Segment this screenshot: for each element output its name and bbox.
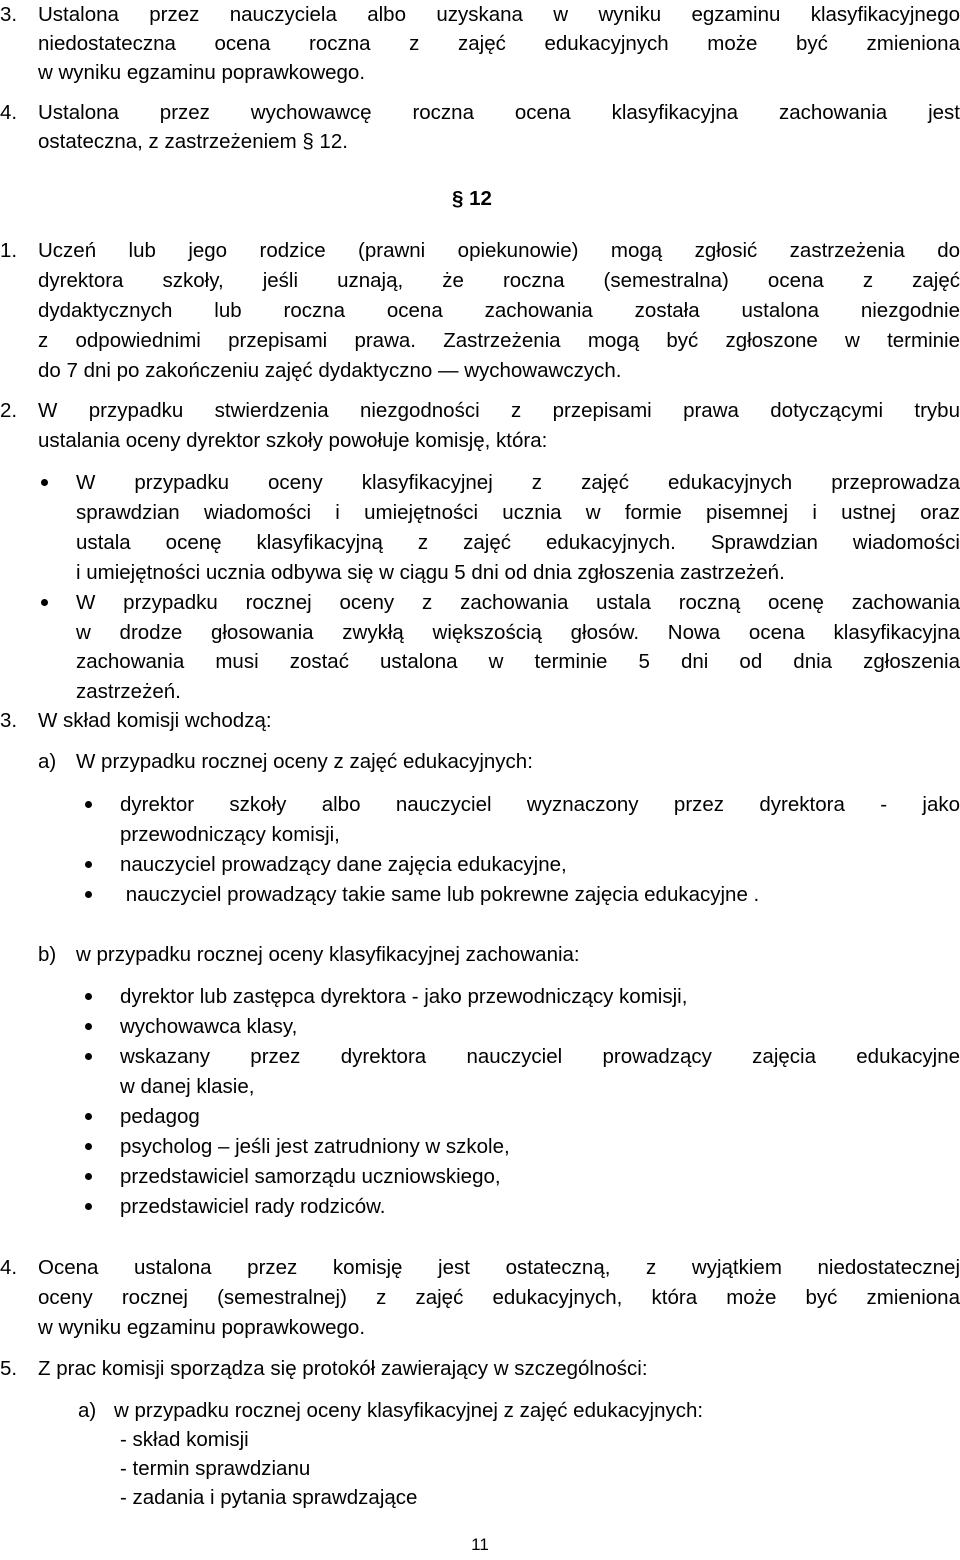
text-line: dyrektor szkoły albo nauczyciel wyznaczony przez dyrektora - jako [120, 793, 960, 816]
bullet-icon [85, 1203, 92, 1210]
text-line: wskazany przez dyrektora nauczyciel prowadzący zajęcia edukacyjne [120, 1045, 960, 1068]
bullet-icon [85, 861, 92, 868]
item-number: 1. [0, 239, 18, 262]
text-line: w wyniku egzaminu poprawkowego. [38, 1316, 366, 1339]
text-line: przewodniczący komisji, [120, 823, 340, 846]
list-item: - skład komisji [120, 1428, 249, 1451]
item-number: 5. [0, 1357, 18, 1380]
text-line: W skład komisji wchodzą: [38, 709, 272, 732]
sub-label: b) [38, 943, 57, 966]
text-line: wychowawca klasy, [120, 1015, 298, 1038]
text-line: psycholog – jeśli jest zatrudniony w szkole, [120, 1135, 510, 1158]
text-line: niedostateczna ocena roczna z zajęć edukacyjnych może być zmieniona [38, 32, 960, 55]
text-line: oceny rocznej (semestralnej) z zajęć edukacyjnych, która może być zmieniona [38, 1286, 960, 1309]
text-line: Ustalona przez nauczyciela albo uzyskana w wyniku egzaminu klasyfikacyjnego [38, 3, 960, 26]
sub-label: a) [38, 750, 57, 773]
text-line: przedstawiciel rady rodziców. [120, 1195, 386, 1218]
text-line: Uczeń lub jego rodzice (prawni opiekunowie) mogą zgłosić zastrzeżenia do [38, 239, 960, 262]
text-line: zastrzeżeń. [76, 680, 181, 703]
bullet-icon [41, 599, 48, 606]
text-line: pedagog [120, 1105, 200, 1128]
bullet-icon [85, 1173, 92, 1180]
list-item: - zadania i pytania sprawdzające [120, 1486, 418, 1509]
text-line: dydaktycznych lub roczna ocena zachowania została ustalona niezgodnie [38, 299, 960, 322]
section-heading [452, 184, 492, 214]
list-item: - termin sprawdzianu [120, 1457, 311, 1480]
item-number: 4. [0, 1256, 18, 1279]
text-line: ostateczna, z zastrzeżeniem § 12. [38, 130, 348, 153]
bullet-icon [85, 801, 92, 808]
bullet-icon [85, 1113, 92, 1120]
text-line: w przypadku rocznej oceny klasyfikacyjnej zachowania: [76, 943, 580, 966]
bullet-icon [85, 993, 92, 1000]
text-line: nauczyciel prowadzący takie same lub pokrewne zajęcia edukacyjne . [120, 883, 760, 906]
text-line: W przypadku stwierdzenia niezgodności z przepisami prawa dotyczącymi trybu [38, 399, 960, 422]
item-number: 4. [0, 101, 18, 124]
sub-label: a) [78, 1399, 97, 1422]
text-line: sprawdzian wiadomości i umiejętności ucznia w formie pisemnej i ustnej oraz [76, 501, 960, 524]
page-number: 11 [471, 1535, 489, 1554]
text-line: dyrektora szkoły, jeśli uznają, że roczna (semestralna) ocena z zajęć [38, 269, 960, 292]
text-line: W przypadku rocznej oceny z zajęć edukacyjnych: [76, 750, 533, 773]
bullet-icon [85, 1023, 92, 1030]
text-line: W przypadku oceny klasyfikacyjnej z zajęć edukacyjnych przeprowadza [76, 471, 960, 494]
bullet-icon [85, 1143, 92, 1150]
bullet-icon [85, 891, 92, 898]
text-line: do 7 dni po zakończeniu zajęć dydaktyczno — wychowawczych. [38, 359, 622, 382]
bullet-icon [85, 1053, 92, 1060]
text-line: Z prac komisji sporządza się protokół zawierający w szczególności: [38, 1357, 648, 1380]
text-line: i umiejętności ucznia odbywa się w ciągu 5 dni od dnia zgłoszenia zastrzeżeń. [76, 561, 785, 584]
item-number: 3. [0, 709, 18, 732]
text-line: zachowania musi zostać ustalona w terminie 5 dni od dnia zgłoszenia [76, 650, 960, 673]
section-symbol: § [452, 187, 464, 210]
text-line: w przypadku rocznej oceny klasyfikacyjnej z zajęć edukacyjnych: [114, 1399, 704, 1422]
text-line: przedstawiciel samorządu uczniowskiego, [120, 1165, 501, 1188]
text-line: nauczyciel prowadzący dane zajęcia edukacyjne, [120, 853, 567, 876]
section-number: 12 [469, 187, 492, 210]
text-line: w drodze głosowania zwykłą większością głosów. Nowa ocena klasyfikacyjna [76, 621, 960, 644]
text-line: dyrektor lub zastępca dyrektora - jako przewodniczący komisji, [120, 985, 688, 1008]
text-line: Ustalona przez wychowawcę roczna ocena klasyfikacyjna zachowania jest [38, 101, 960, 124]
item-number: 2. [0, 399, 18, 422]
text-line: z odpowiednimi przepisami prawa. Zastrzeżenia mogą być zgłoszone w terminie [38, 329, 960, 352]
bullet-icon [41, 479, 48, 486]
text-line: w wyniku egzaminu poprawkowego. [38, 61, 366, 84]
item-number: 3. [0, 3, 18, 26]
text-line: W przypadku rocznej oceny z zachowania ustala roczną ocenę zachowania [76, 591, 960, 614]
text-line: ustalania oceny dyrektor szkoły powołuje komisję, która: [38, 429, 548, 452]
text-line: w danej klasie, [120, 1075, 255, 1098]
text-line: Ocena ustalona przez komisję jest ostateczną, z wyjątkiem niedostatecznej [38, 1256, 960, 1279]
text-line: ustala ocenę klasyfikacyjną z zajęć edukacyjnych. Sprawdzian wiadomości [76, 531, 960, 554]
